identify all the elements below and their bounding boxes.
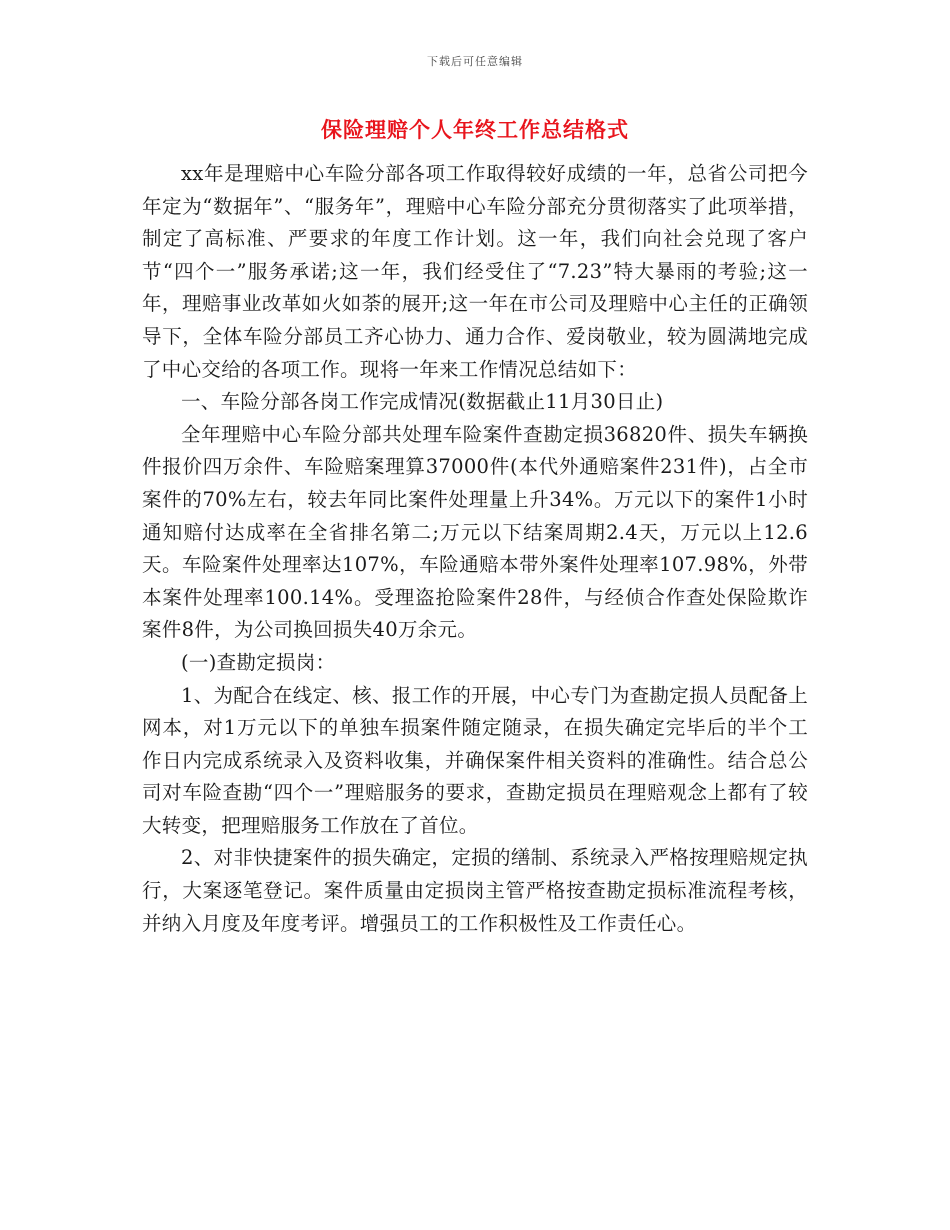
document-title: 保险理赔个人年终工作总结格式	[321, 118, 629, 142]
header-note: 下载后可任意编辑	[427, 55, 523, 68]
paragraph-item-1: 1、为配合在线定、核、报工作的开展，中心专门为查勘定损人员配备上网本，对1万元以下的单独车损案件随定随录，在损失确定完毕后的半个工作日内完成系统录入及资料收集，并确保案件相关资料的准确性。结合总公司对车险查勘“四个一”理赔服务的要求，查勘定损员在理赔观念上都有了较大转变，把理赔服务工作放在了首位。	[142, 683, 808, 837]
paragraph-intro: xx年是理赔中心车险分部各项工作取得较好成绩的一年，总省公司把今年定为“数据年”、“服务年”，理赔中心车险分部充分贯彻落实了此项举措，制定了高标准、严要求的年度工作计划。这一年，我们向社会兑现了客户节“四个一”服务承诺;这一年，我们经受住了“7.23”特大暴雨的考验;这一年，理赔事业改革如火如荼的展开;这一年在市公司及理赔中心主任的正确领导下，全体车险分部员工齐心协力、通力合作、爱岗敬业，较为圆满地完成了中心交给的各项工作。现将一年来工作情况总结如下：	[142, 162, 808, 381]
section-heading-1: 一、车险分部各岗工作完成情况(数据截止11月30日止)	[181, 390, 664, 414]
paragraph-item-2: 2、对非快捷案件的损失确定，定损的缮制、系统录入严格按理赔规定执行，大案逐笔登记。案件质量由定损岗主管严格按查勘定损标准流程考核，并纳入月度及年度考评。增强员工的工作积极性及工作责任心。	[142, 846, 808, 935]
subsection-heading-survey: (一)查勘定损岗：	[181, 650, 336, 674]
document-body	[142, 158, 808, 940]
paragraph-statistics: 全年理赔中心车险分部共处理车险案件查勘定损36820件、损失车辆换件报价四万余件、车险赔案理算37000件(本代外通赔案件231件)，占全市案件的70%左右，较去年同比案件处理量上升34%。万元以下的案件1小时通知赔付达成率在全省排名第二;万元以下结案周期2.4天，万元以上12.6天。车险案件处理率达107%，车险通赔本带外案件处理率107.98%，外带本案件处理率100.14%。受理盗抢险案件28件，与经侦合作查处保险欺诈案件8件，为公司换回损失40万余元。	[142, 422, 808, 642]
